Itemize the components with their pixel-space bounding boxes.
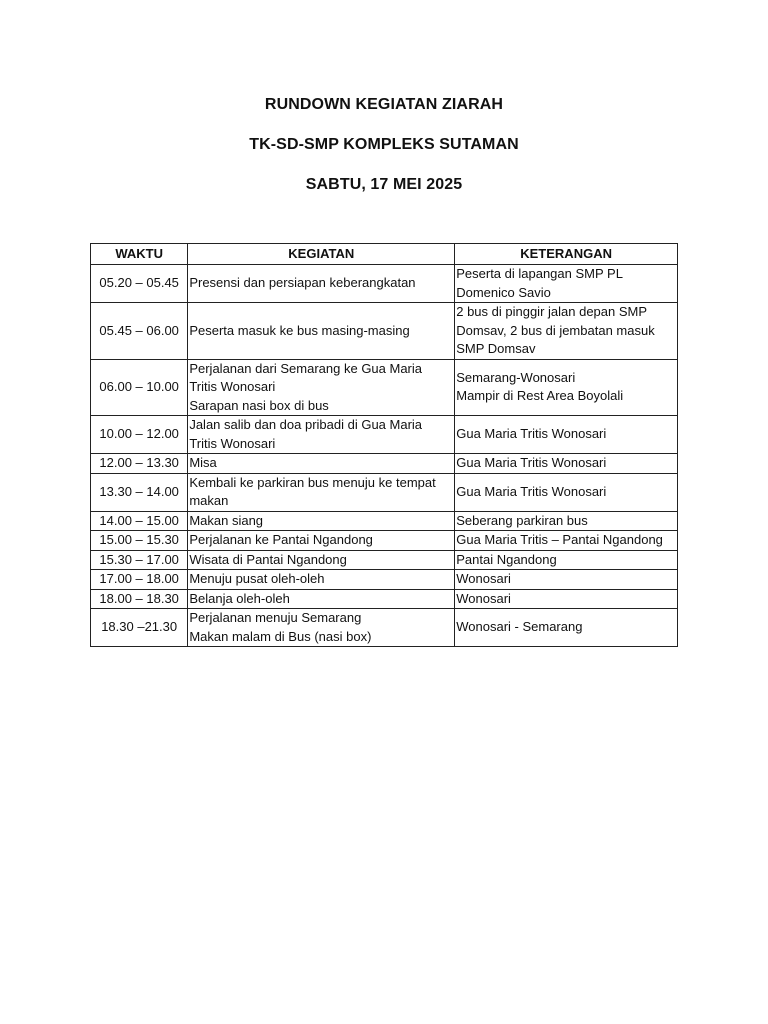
cell-keterangan-line: Semarang-Wonosari <box>456 369 576 385</box>
cell-waktu: 05.20 – 05.45 <box>91 265 188 303</box>
cell-keterangan <box>455 359 678 416</box>
cell-kegiatan <box>188 473 455 511</box>
cell-kegiatan <box>188 416 455 454</box>
table-row <box>91 359 678 416</box>
cell-keterangan-line: Domsav, 2 bus di jembatan masuk <box>456 322 655 338</box>
cell-kegiatan-line: Tritis Wonosari <box>189 435 276 451</box>
cell-keterangan-line: Gua Maria Tritis – Pantai Ngandong <box>456 532 663 547</box>
cell-keterangan-line: Gua Maria Tritis Wonosari <box>456 483 607 499</box>
cell-keterangan-line: Wonosari <box>456 590 511 606</box>
cell-keterangan <box>455 609 678 647</box>
cell-kegiatan-line: Sarapan nasi box di bus <box>189 397 329 413</box>
cell-waktu: 15.00 – 15.30 <box>91 531 188 551</box>
cell-kegiatan-line: Presensi dan persiapan keberangkatan <box>189 275 416 291</box>
document-title: RUNDOWN KEGIATAN ZIARAH <box>264 96 504 113</box>
cell-kegiatan <box>188 265 455 303</box>
table-row <box>91 609 678 647</box>
cell-kegiatan-line: Makan malam di Bus (nasi box) <box>189 628 372 644</box>
cell-kegiatan <box>188 303 455 360</box>
table-row <box>91 416 678 454</box>
cell-kegiatan-line: Peserta masuk ke bus masing-masing <box>189 322 410 338</box>
table-body <box>91 265 678 647</box>
cell-kegiatan-line: Perjalanan dari Semarang ke Gua Maria <box>189 360 423 376</box>
cell-keterangan-line: Peserta di lapangan SMP PL <box>456 266 623 281</box>
cell-kegiatan-line: Wisata di Pantai Ngandong <box>189 551 347 567</box>
cell-keterangan-line: SMP Domsav <box>456 341 536 356</box>
cell-keterangan-line: Mampir di Rest Area Boyolali <box>456 388 624 404</box>
cell-kegiatan-line: Misa <box>189 455 217 470</box>
cell-waktu: 10.00 – 12.00 <box>91 416 188 454</box>
cell-keterangan <box>455 454 678 474</box>
cell-keterangan-line: Domenico Savio <box>456 284 551 300</box>
table-row <box>91 570 678 590</box>
cell-keterangan <box>455 550 678 570</box>
cell-kegiatan <box>188 359 455 416</box>
cell-keterangan-line: Pantai Ngandong <box>456 551 557 567</box>
cell-keterangan <box>455 416 678 454</box>
cell-keterangan <box>455 511 678 531</box>
cell-kegiatan-line: Makan siang <box>189 512 264 528</box>
column-header-keterangan: KETERANGAN <box>455 244 678 265</box>
cell-keterangan <box>455 531 678 551</box>
cell-keterangan <box>455 303 678 360</box>
column-header-kegiatan: KEGIATAN <box>188 244 455 265</box>
cell-kegiatan-line: Tritis Wonosari <box>189 379 276 394</box>
table-row <box>91 454 678 474</box>
table-row <box>91 531 678 551</box>
rundown-table <box>90 243 678 647</box>
cell-kegiatan <box>188 531 455 551</box>
cell-waktu: 17.00 – 18.00 <box>91 570 188 590</box>
cell-waktu: 18.30 –21.30 <box>91 609 188 647</box>
table-header-row <box>91 244 678 265</box>
cell-waktu: 15.30 – 17.00 <box>91 550 188 570</box>
cell-keterangan-line: Gua Maria Tritis Wonosari <box>456 455 607 470</box>
cell-kegiatan <box>188 511 455 531</box>
cell-keterangan <box>455 589 678 609</box>
cell-kegiatan <box>188 550 455 570</box>
cell-keterangan-line: Wonosari <box>456 571 511 586</box>
document-subtitle-school: TK-SD-SMP KOMPLEKS SUTAMAN <box>249 136 519 153</box>
cell-kegiatan-line: Belanja oleh-oleh <box>189 590 290 606</box>
cell-keterangan-line: 2 bus di pinggir jalan depan SMP <box>456 304 648 319</box>
cell-kegiatan-line: Kembali ke parkiran bus menuju ke tempat <box>189 474 436 490</box>
table-row <box>91 589 678 609</box>
table-row <box>91 303 678 360</box>
cell-kegiatan <box>188 454 455 474</box>
table-row <box>91 265 678 303</box>
cell-waktu: 13.30 – 14.00 <box>91 473 188 511</box>
cell-waktu: 12.00 – 13.30 <box>91 454 188 474</box>
cell-kegiatan-line: makan <box>189 493 229 508</box>
cell-kegiatan <box>188 609 455 647</box>
cell-keterangan-line: Gua Maria Tritis Wonosari <box>456 426 607 442</box>
cell-waktu: 14.00 – 15.00 <box>91 511 188 531</box>
cell-kegiatan-line: Jalan salib dan doa pribadi di Gua Maria <box>189 417 423 432</box>
cell-keterangan <box>455 265 678 303</box>
cell-keterangan-line: Seberang parkiran bus <box>456 512 588 528</box>
cell-kegiatan <box>188 570 455 590</box>
table-row <box>91 511 678 531</box>
cell-waktu: 18.00 – 18.30 <box>91 589 188 609</box>
cell-kegiatan <box>188 589 455 609</box>
cell-kegiatan-line: Perjalanan ke Pantai Ngandong <box>189 532 373 547</box>
document-subtitle-date: SABTU, 17 MEI 2025 <box>305 176 463 193</box>
cell-kegiatan-line: Menuju pusat oleh-oleh <box>189 571 325 586</box>
table-row <box>91 473 678 511</box>
cell-keterangan <box>455 473 678 511</box>
cell-keterangan-line: Wonosari - Semarang <box>456 619 583 635</box>
cell-waktu: 06.00 – 10.00 <box>91 359 188 416</box>
cell-keterangan <box>455 570 678 590</box>
cell-kegiatan-line: Perjalanan menuju Semarang <box>189 610 362 625</box>
cell-waktu: 05.45 – 06.00 <box>91 303 188 360</box>
column-header-waktu: WAKTU <box>91 244 188 265</box>
table-row <box>91 550 678 570</box>
